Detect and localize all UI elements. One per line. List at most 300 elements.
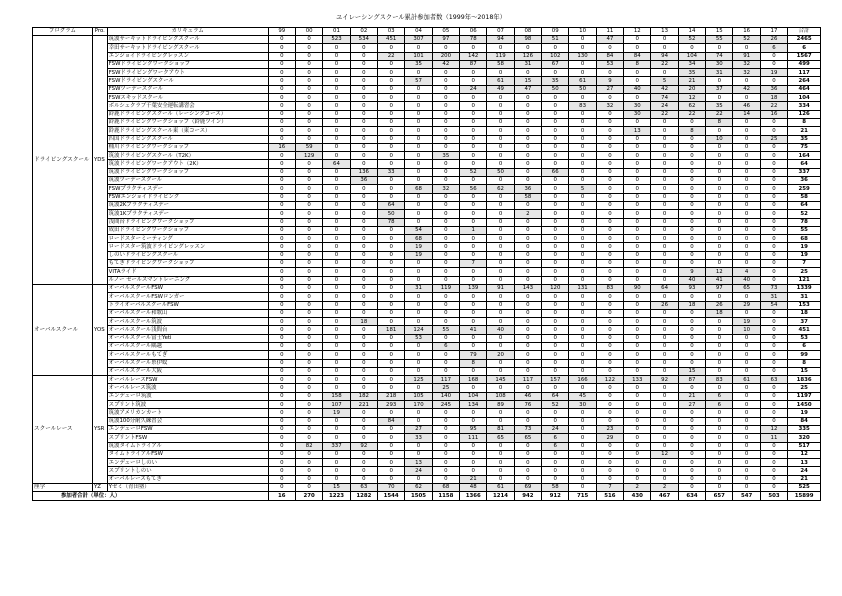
- row-total-cell: 58: [788, 193, 821, 201]
- value-cell: 0: [651, 185, 678, 193]
- value-cell: 0: [569, 301, 596, 309]
- value-cell: 0: [405, 309, 432, 317]
- curriculum-name: ルノー セールスマントレーニング: [107, 276, 268, 284]
- value-cell: 23: [596, 425, 623, 433]
- value-cell: 0: [268, 467, 295, 475]
- value-cell: 0: [706, 44, 733, 52]
- value-cell: 0: [706, 143, 733, 151]
- table-row: [33, 284, 821, 292]
- value-cell: 0: [432, 334, 459, 342]
- value-cell: 0: [268, 127, 295, 135]
- value-cell: 0: [569, 260, 596, 268]
- value-cell: 0: [295, 118, 322, 126]
- value-cell: 0: [569, 118, 596, 126]
- page-title: ユイレーシングスクール累計参加者数（1999年～2018年）: [336, 14, 506, 21]
- value-cell: 22: [651, 60, 678, 68]
- value-cell: 104: [460, 392, 487, 400]
- table-row: [33, 467, 821, 475]
- value-cell: 0: [760, 268, 787, 276]
- value-cell: 145: [487, 376, 514, 384]
- value-cell: 0: [295, 201, 322, 209]
- value-cell: 0: [405, 152, 432, 160]
- value-cell: 0: [323, 251, 350, 259]
- value-cell: 0: [569, 434, 596, 442]
- value-cell: 0: [268, 243, 295, 251]
- row-total-cell: 121: [788, 276, 821, 284]
- value-cell: 0: [733, 417, 760, 425]
- value-cell: 0: [760, 143, 787, 151]
- value-cell: 0: [460, 251, 487, 259]
- value-cell: 0: [514, 135, 541, 143]
- value-cell: 0: [651, 118, 678, 126]
- value-cell: 0: [569, 143, 596, 151]
- table-row: [33, 318, 821, 326]
- value-cell: 52: [460, 168, 487, 176]
- value-cell: 0: [569, 44, 596, 52]
- value-cell: 0: [678, 177, 705, 185]
- value-cell: 0: [268, 417, 295, 425]
- value-cell: 0: [624, 135, 651, 143]
- value-cell: 0: [596, 459, 623, 467]
- row-total-cell: 335: [788, 425, 821, 433]
- value-cell: 0: [624, 342, 651, 350]
- table-row: [33, 367, 821, 375]
- value-cell: 0: [295, 177, 322, 185]
- value-cell: 0: [542, 367, 569, 375]
- value-cell: 111: [460, 434, 487, 442]
- curriculum-name: 鈴鹿ドライビングスクール東（東コース）: [107, 127, 268, 135]
- value-cell: 62: [487, 185, 514, 193]
- value-cell: 0: [487, 201, 514, 209]
- value-cell: 0: [651, 334, 678, 342]
- value-cell: 0: [432, 450, 459, 458]
- value-cell: 48: [460, 484, 487, 492]
- value-cell: 0: [760, 318, 787, 326]
- row-total-cell: 37: [788, 318, 821, 326]
- value-cell: 26: [760, 36, 787, 44]
- curriculum-name: 筑波タイムトライアル: [107, 442, 268, 450]
- value-cell: 0: [295, 110, 322, 118]
- value-cell: 0: [569, 409, 596, 417]
- value-cell: 30: [624, 110, 651, 118]
- value-cell: 0: [624, 417, 651, 425]
- value-cell: 0: [323, 110, 350, 118]
- total-row: [33, 492, 821, 500]
- value-cell: 0: [624, 326, 651, 334]
- value-cell: 0: [514, 110, 541, 118]
- value-cell: 0: [760, 127, 787, 135]
- table-row: [33, 135, 821, 143]
- value-cell: 0: [378, 450, 405, 458]
- value-cell: 0: [596, 326, 623, 334]
- value-cell: 0: [460, 94, 487, 102]
- value-cell: 0: [514, 417, 541, 425]
- value-cell: 0: [651, 326, 678, 334]
- value-cell: 0: [295, 318, 322, 326]
- value-cell: 0: [706, 168, 733, 176]
- value-cell: 0: [350, 102, 377, 110]
- value-cell: 0: [487, 193, 514, 201]
- curriculum-name: FSWエンジョイドライビング: [107, 193, 268, 201]
- table-row: [33, 342, 821, 350]
- table-row: [33, 359, 821, 367]
- value-cell: 0: [596, 384, 623, 392]
- table-row: [33, 293, 821, 301]
- value-cell: 0: [596, 44, 623, 52]
- value-cell: 0: [651, 152, 678, 160]
- value-cell: 0: [733, 143, 760, 151]
- value-cell: 0: [706, 417, 733, 425]
- value-cell: 0: [323, 85, 350, 93]
- value-cell: 0: [460, 44, 487, 52]
- value-cell: 0: [596, 359, 623, 367]
- value-cell: 64: [378, 201, 405, 209]
- value-cell: 0: [706, 177, 733, 185]
- value-cell: 0: [651, 459, 678, 467]
- value-cell: 0: [733, 309, 760, 317]
- value-cell: 0: [295, 450, 322, 458]
- value-cell: 0: [542, 210, 569, 218]
- value-cell: 0: [542, 409, 569, 417]
- value-cell: 0: [569, 475, 596, 483]
- value-cell: 62: [405, 484, 432, 492]
- value-cell: 0: [596, 235, 623, 243]
- value-cell: 47: [596, 36, 623, 44]
- value-cell: 0: [733, 193, 760, 201]
- value-cell: 0: [542, 44, 569, 52]
- value-cell: 0: [760, 193, 787, 201]
- value-cell: 0: [405, 450, 432, 458]
- value-cell: 0: [295, 102, 322, 110]
- value-cell: 0: [542, 326, 569, 334]
- value-cell: 0: [678, 143, 705, 151]
- value-cell: 54: [760, 301, 787, 309]
- value-cell: 0: [487, 409, 514, 417]
- value-cell: 61: [487, 77, 514, 85]
- value-cell: 92: [350, 442, 377, 450]
- value-cell: 0: [432, 201, 459, 209]
- value-cell: 0: [760, 484, 787, 492]
- value-cell: 0: [268, 326, 295, 334]
- value-cell: 52: [733, 36, 760, 44]
- value-cell: 0: [542, 359, 569, 367]
- value-cell: 139: [460, 284, 487, 292]
- table-row: [33, 44, 821, 52]
- value-cell: 0: [596, 450, 623, 458]
- value-cell: 0: [624, 118, 651, 126]
- value-cell: 0: [432, 177, 459, 185]
- value-cell: 31: [514, 60, 541, 68]
- value-cell: 0: [569, 36, 596, 44]
- value-cell: 0: [405, 442, 432, 450]
- value-cell: 0: [678, 168, 705, 176]
- row-total-cell: 18: [788, 309, 821, 317]
- value-cell: 0: [460, 450, 487, 458]
- value-cell: 12: [706, 268, 733, 276]
- value-cell: 0: [460, 102, 487, 110]
- value-cell: 6: [706, 392, 733, 400]
- value-cell: 0: [268, 384, 295, 392]
- value-cell: 0: [350, 210, 377, 218]
- value-cell: 0: [268, 193, 295, 201]
- row-total-cell: 8: [788, 359, 821, 367]
- value-cell: 0: [569, 467, 596, 475]
- value-cell: 0: [678, 251, 705, 259]
- value-cell: 0: [569, 152, 596, 160]
- value-cell: 0: [268, 359, 295, 367]
- row-total-cell: 21: [788, 475, 821, 483]
- row-total-cell: 337: [788, 168, 821, 176]
- table-row: [33, 235, 821, 243]
- value-cell: 0: [350, 243, 377, 251]
- value-cell: 6: [760, 44, 787, 52]
- value-cell: 0: [514, 268, 541, 276]
- value-cell: 0: [624, 44, 651, 52]
- table-row: [33, 392, 821, 400]
- value-cell: 31: [760, 293, 787, 301]
- value-cell: 0: [268, 484, 295, 492]
- value-cell: 18: [706, 309, 733, 317]
- value-cell: 0: [706, 359, 733, 367]
- value-cell: 0: [542, 94, 569, 102]
- value-cell: 0: [405, 268, 432, 276]
- value-cell: 0: [405, 177, 432, 185]
- value-cell: 0: [706, 434, 733, 442]
- value-cell: 0: [405, 260, 432, 268]
- value-cell: 221: [350, 401, 377, 409]
- value-cell: 120: [542, 284, 569, 292]
- value-cell: 18: [678, 301, 705, 309]
- value-cell: 0: [706, 251, 733, 259]
- value-cell: 0: [323, 69, 350, 77]
- value-cell: 52: [542, 401, 569, 409]
- curriculum-name: スプリントFSW: [107, 434, 268, 442]
- value-cell: 0: [350, 384, 377, 392]
- curriculum-name: オーバルレースもてぎ: [107, 475, 268, 483]
- year-total-cell: 1366: [460, 492, 487, 500]
- program-cell: オーバルスクール: [33, 284, 93, 375]
- value-cell: 0: [405, 160, 432, 168]
- value-cell: 0: [542, 69, 569, 77]
- value-cell: 0: [323, 450, 350, 458]
- value-cell: 0: [432, 434, 459, 442]
- value-cell: 64: [542, 392, 569, 400]
- value-cell: 0: [323, 376, 350, 384]
- year-total-cell: 634: [678, 492, 705, 500]
- value-cell: 0: [295, 409, 322, 417]
- row-total-cell: 64: [788, 160, 821, 168]
- value-cell: 13: [405, 459, 432, 467]
- value-cell: 36: [514, 185, 541, 193]
- value-cell: 20: [487, 351, 514, 359]
- value-cell: 0: [405, 276, 432, 284]
- value-cell: 0: [432, 85, 459, 93]
- value-cell: 0: [542, 260, 569, 268]
- value-cell: 0: [323, 102, 350, 110]
- row-total-cell: 78: [788, 218, 821, 226]
- value-cell: 0: [596, 293, 623, 301]
- value-cell: 1: [460, 226, 487, 234]
- value-cell: 0: [514, 309, 541, 317]
- curriculum-name: 筑波ドライビングワークアウト（2K）: [107, 160, 268, 168]
- value-cell: 59: [295, 143, 322, 151]
- value-cell: 0: [596, 226, 623, 234]
- value-cell: 117: [432, 376, 459, 384]
- table-row: [33, 94, 821, 102]
- value-cell: 0: [706, 409, 733, 417]
- value-cell: 68: [405, 185, 432, 193]
- value-cell: 0: [678, 193, 705, 201]
- value-cell: 0: [624, 226, 651, 234]
- value-cell: 0: [596, 409, 623, 417]
- value-cell: 0: [514, 201, 541, 209]
- value-cell: 0: [678, 201, 705, 209]
- table-row: [33, 301, 821, 309]
- value-cell: 0: [295, 475, 322, 483]
- value-cell: 0: [295, 434, 322, 442]
- value-cell: 117: [514, 376, 541, 384]
- value-cell: 0: [651, 268, 678, 276]
- value-cell: 11: [760, 434, 787, 442]
- value-cell: 0: [487, 44, 514, 52]
- value-cell: 0: [624, 425, 651, 433]
- value-cell: 0: [268, 94, 295, 102]
- value-cell: 0: [542, 384, 569, 392]
- value-cell: 0: [733, 160, 760, 168]
- value-cell: 0: [596, 168, 623, 176]
- value-cell: 10: [706, 135, 733, 143]
- value-cell: 129: [295, 152, 322, 160]
- value-cell: 0: [569, 425, 596, 433]
- value-cell: 451: [378, 36, 405, 44]
- value-cell: 0: [651, 276, 678, 284]
- row-total-cell: 24: [788, 467, 821, 475]
- value-cell: 0: [295, 160, 322, 168]
- row-total-cell: 264: [788, 77, 821, 85]
- value-cell: 0: [268, 85, 295, 93]
- value-cell: 62: [678, 102, 705, 110]
- value-cell: 0: [542, 334, 569, 342]
- value-cell: 0: [268, 342, 295, 350]
- table-row: [33, 459, 821, 467]
- header-year: 09: [542, 28, 569, 36]
- value-cell: 46: [514, 392, 541, 400]
- value-cell: 0: [514, 44, 541, 52]
- value-cell: 0: [569, 168, 596, 176]
- value-cell: 0: [350, 127, 377, 135]
- table-row: [33, 401, 821, 409]
- value-cell: 32: [596, 102, 623, 110]
- row-total-cell: 19: [788, 251, 821, 259]
- value-cell: 0: [323, 44, 350, 52]
- value-cell: 32: [432, 185, 459, 193]
- value-cell: 0: [268, 218, 295, 226]
- value-cell: 0: [596, 367, 623, 375]
- value-cell: 0: [487, 342, 514, 350]
- value-cell: 0: [651, 318, 678, 326]
- value-cell: 0: [405, 143, 432, 151]
- curriculum-name: 筑波100分耐久練習会: [107, 417, 268, 425]
- value-cell: 0: [733, 367, 760, 375]
- value-cell: 0: [350, 218, 377, 226]
- year-total-cell: 912: [542, 492, 569, 500]
- value-cell: 157: [542, 376, 569, 384]
- value-cell: 0: [323, 168, 350, 176]
- value-cell: 0: [378, 94, 405, 102]
- header-year: 01: [323, 28, 350, 36]
- value-cell: 0: [350, 284, 377, 292]
- value-cell: 0: [678, 152, 705, 160]
- value-cell: 0: [323, 268, 350, 276]
- value-cell: 58: [514, 193, 541, 201]
- value-cell: 90: [624, 284, 651, 292]
- value-cell: 0: [378, 301, 405, 309]
- row-total-cell: 517: [788, 442, 821, 450]
- value-cell: 0: [323, 276, 350, 284]
- value-cell: 58: [542, 484, 569, 492]
- value-cell: 0: [596, 401, 623, 409]
- value-cell: 0: [350, 367, 377, 375]
- value-cell: 0: [514, 118, 541, 126]
- curriculum-name: 四国ドライビングスクール: [107, 135, 268, 143]
- value-cell: 0: [268, 401, 295, 409]
- value-cell: 51: [542, 36, 569, 44]
- value-cell: 0: [542, 110, 569, 118]
- value-cell: 0: [569, 309, 596, 317]
- value-cell: 0: [624, 409, 651, 417]
- table-row: [33, 60, 821, 68]
- value-cell: 0: [487, 467, 514, 475]
- header-year: 07: [487, 28, 514, 36]
- row-total-cell: 6: [788, 44, 821, 52]
- value-cell: 0: [323, 52, 350, 60]
- value-cell: 54: [405, 226, 432, 234]
- value-cell: 0: [542, 102, 569, 110]
- value-cell: 0: [760, 417, 787, 425]
- value-cell: 0: [268, 36, 295, 44]
- value-cell: 0: [678, 359, 705, 367]
- year-total-cell: 1544: [378, 492, 405, 500]
- value-cell: 0: [596, 318, 623, 326]
- year-total-cell: 547: [733, 492, 760, 500]
- header-year: 04: [405, 28, 432, 36]
- curriculum-name: オーバルスクール浅間台: [107, 326, 268, 334]
- value-cell: 0: [596, 342, 623, 350]
- table-row: [33, 384, 821, 392]
- value-cell: 0: [760, 226, 787, 234]
- curriculum-name: 桶川ドライビングワークショップ: [107, 143, 268, 151]
- value-cell: 84: [378, 417, 405, 425]
- value-cell: 0: [295, 342, 322, 350]
- value-cell: 0: [651, 235, 678, 243]
- row-total-cell: 1567: [788, 52, 821, 60]
- value-cell: 0: [378, 268, 405, 276]
- value-cell: 0: [323, 459, 350, 467]
- value-cell: 0: [596, 143, 623, 151]
- value-cell: 0: [378, 60, 405, 68]
- value-cell: 0: [651, 218, 678, 226]
- value-cell: 0: [405, 409, 432, 417]
- value-cell: 0: [678, 442, 705, 450]
- value-cell: 119: [487, 52, 514, 60]
- value-cell: 0: [514, 384, 541, 392]
- value-cell: 55: [706, 36, 733, 44]
- header-year: 15: [706, 28, 733, 36]
- value-cell: 0: [706, 201, 733, 209]
- value-cell: 0: [350, 293, 377, 301]
- value-cell: 0: [733, 251, 760, 259]
- value-cell: 0: [268, 160, 295, 168]
